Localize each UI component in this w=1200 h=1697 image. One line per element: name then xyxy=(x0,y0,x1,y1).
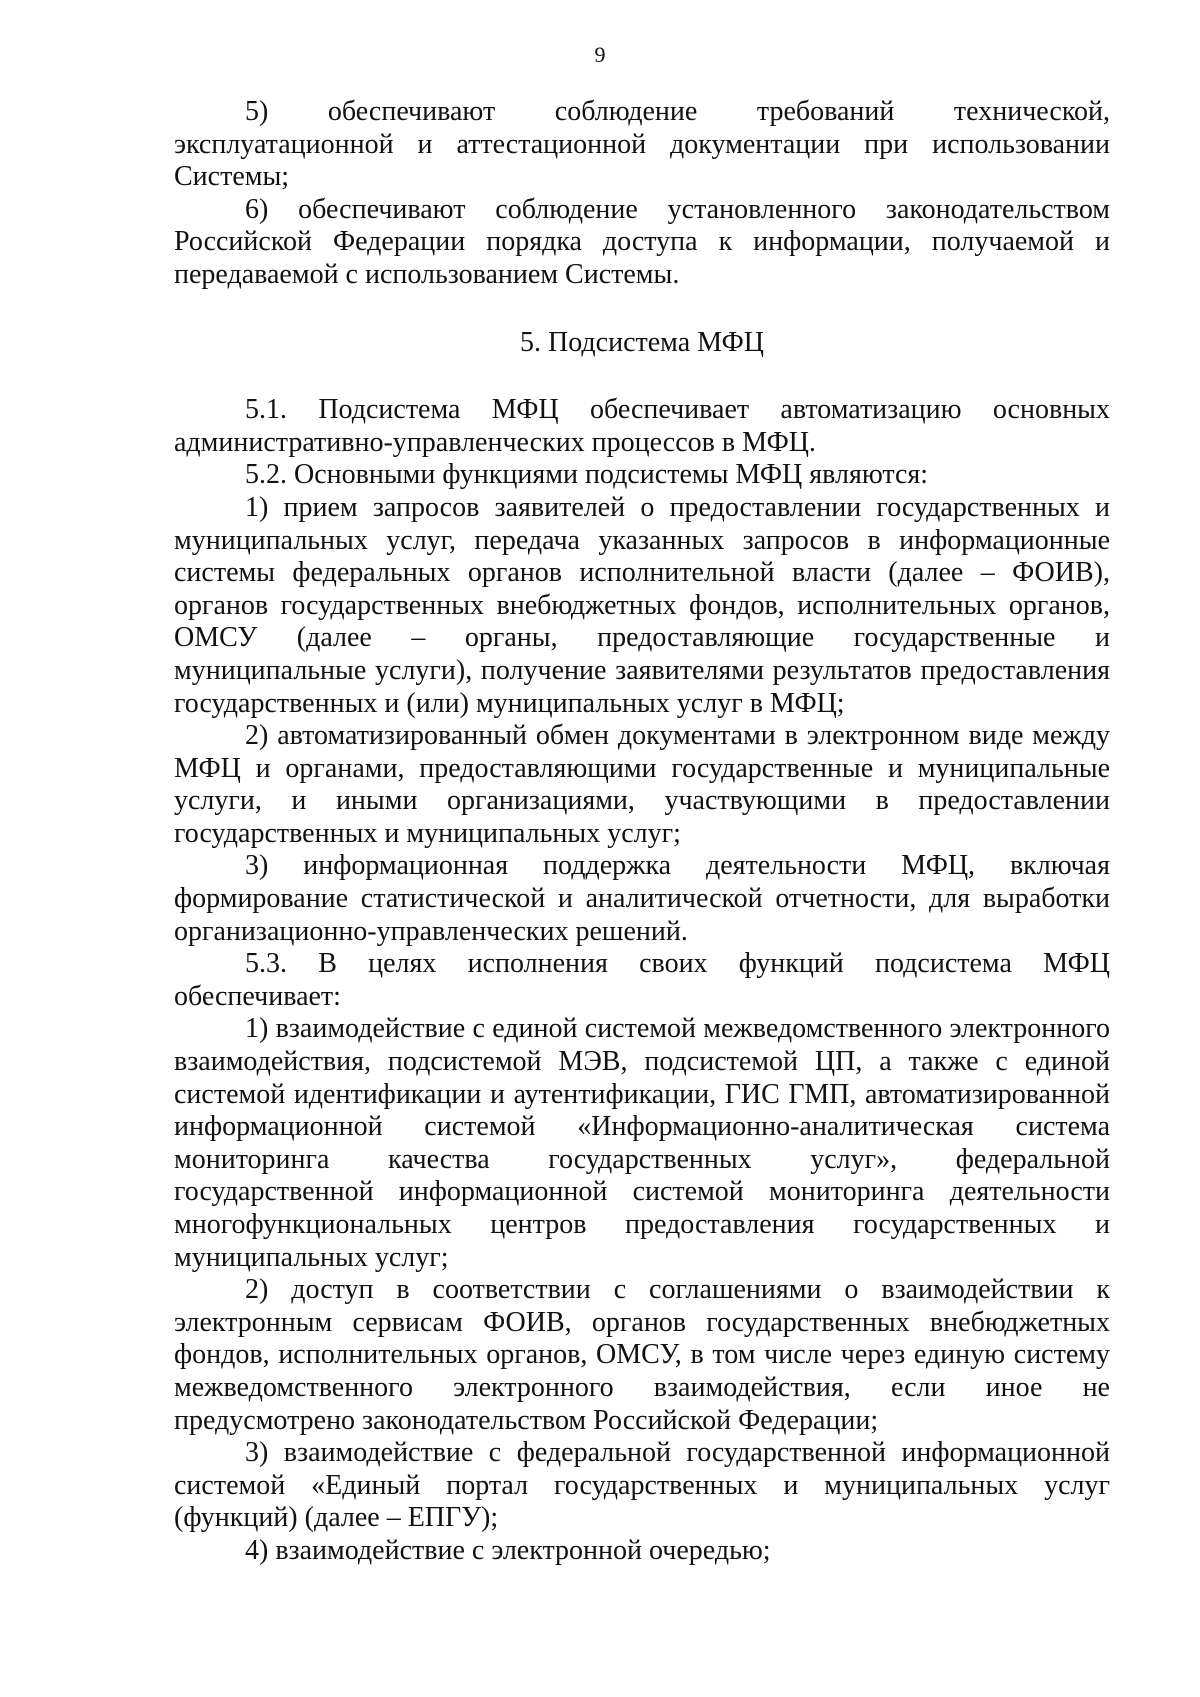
paragraph-5-3-item-1: 1) взаимодействие с единой системой межведомственного электронного взаимодействия, подсистемой МЭВ, подсистемой ЦП, а также с единой системой идентификации и аутентификации, ГИС ГМП, автоматизированной информационной системой «Информационно-аналитическая система мониторинга качества государственных услуг», федеральной государственной информационной системой мониторинга деятельности многофункциональных центров предоставления государственных и муниципальных услуг; xyxy=(174,1013,1110,1273)
paragraph-item-5: 5) обеспечивают соблюдение требований технической, эксплуатационной и аттестационной документации при использовании Системы; xyxy=(174,96,1110,193)
paragraph-item-6: 6) обеспечивают соблюдение установленного законодательством Российской Федерации порядка доступа к информации, получаемой и передаваемой с использованием Системы. xyxy=(174,193,1110,290)
paragraph-5-1: 5.1. Подсистема МФЦ обеспечивает автоматизацию основных административно-управленческих процессов в МФЦ. xyxy=(174,394,1110,458)
paragraph-5-2-item-1: 1) прием запросов заявителей о предоставлении государственных и муниципальных услуг, передача указанных запросов в информационные системы федеральных органов исполнительной власти (далее – ФОИВ), органов государственных внебюджетных фондов, исполнительных органов, ОМСУ (далее – органы, предоставляющие государственные и муниципальные услуги), получение заявителями результатов предоставления государственных и (или) муниципальных услуг в МФЦ; xyxy=(174,491,1110,719)
page-number: 9 xyxy=(594,42,606,67)
paragraph-5-3-item-4: 4) взаимодействие с электронной очередью; xyxy=(245,1534,771,1566)
paragraph-5-3: 5.3. В целях исполнения своих функций подсистема МФЦ обеспечивает: xyxy=(174,948,1110,1012)
paragraph-5-3-item-3: 3) взаимодействие с федеральной государственной информационной системой «Единый портал государственных и муниципальных услуг (функций) (далее – ЕПГУ); xyxy=(174,1437,1110,1534)
document-body xyxy=(174,96,1110,1568)
section-heading: 5. Подсистема МФЦ xyxy=(520,326,764,358)
paragraph-5-2: 5.2. Основными функциями подсистемы МФЦ являются: xyxy=(245,459,929,491)
paragraph-5-3-item-2: 2) доступ в соответствии с соглашениями о взаимодействии к электронным сервисам ФОИВ, органов государственных внебюджетных фондов, исполнительных органов, ОМСУ, в том числе через единую систему межведомственного электронного взаимодействия, если иное не предусмотрено законодательством Российской Федерации; xyxy=(174,1274,1110,1436)
paragraph-5-2-item-2: 2) автоматизированный обмен документами в электронном виде между МФЦ и органами, предоставляющими государственные и муниципальные услуги, и иными организациями, участвующими в предоставлении государственных и муниципальных услуг; xyxy=(174,720,1110,849)
paragraph-5-2-item-3: 3) информационная поддержка деятельности МФЦ, включая формирование статистической и аналитической отчетности, для выработки организационно-управленческих решений. xyxy=(174,850,1110,947)
